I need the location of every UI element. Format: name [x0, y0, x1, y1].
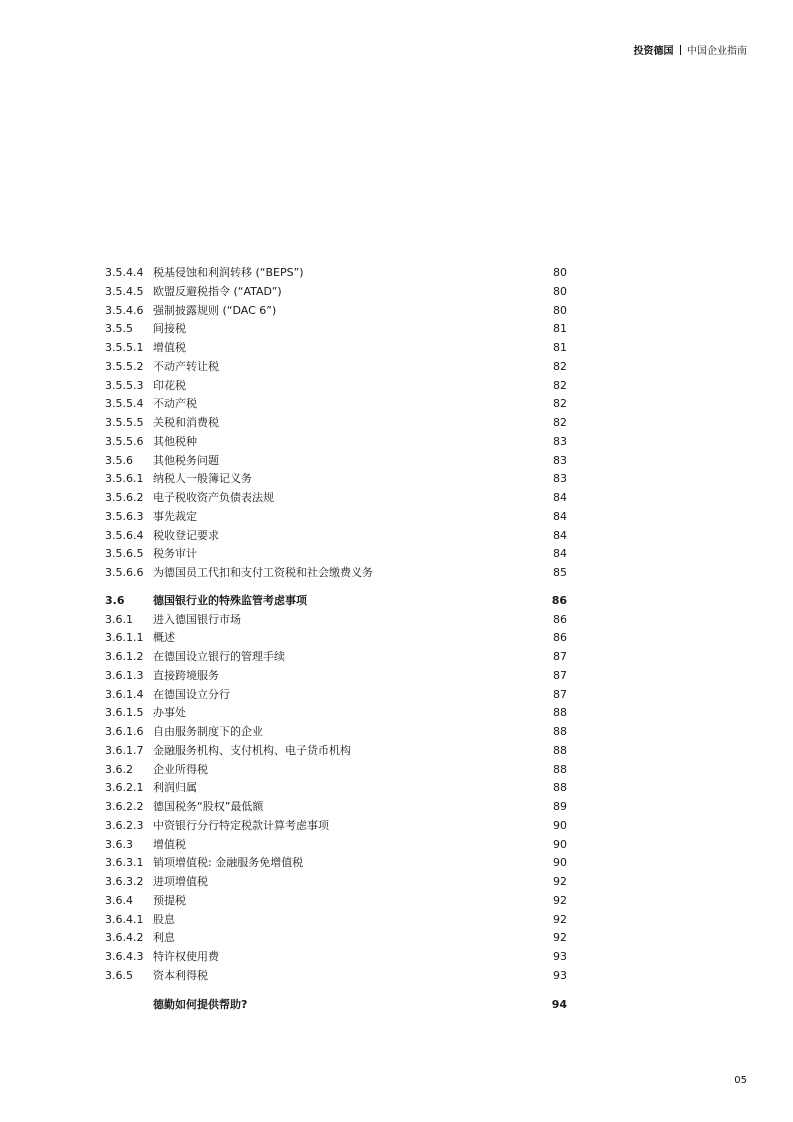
section-spacer	[0, 986, 793, 996]
toc-entry[interactable]	[0, 629, 793, 648]
toc-entry-title: 利息	[153, 931, 175, 945]
toc-entry-page: 80	[553, 266, 567, 279]
toc-entry-number: 3.5.6.1	[105, 472, 144, 486]
toc-entry-title: 增值税	[153, 837, 186, 851]
toc-entry[interactable]	[0, 470, 793, 489]
toc-entry[interactable]	[0, 358, 793, 377]
toc-entry-title: 资本利得税	[153, 968, 208, 982]
toc-entry-page: 87	[553, 650, 567, 663]
toc-entry-title: 德勤如何提供帮助?	[153, 997, 248, 1011]
toc-entry-number: 3.6.3.2	[105, 875, 144, 888]
toc-entry[interactable]	[0, 761, 793, 780]
table-of-contents	[0, 264, 793, 1014]
toc-entry-number: 3.6.2	[105, 762, 133, 776]
toc-entry[interactable]	[0, 742, 793, 761]
header-divider	[680, 45, 682, 55]
toc-entry-number: 3.6.3.1	[105, 856, 144, 870]
toc-entry-number: 3.6.1.7	[105, 743, 144, 757]
toc-entry-title: 印花税	[153, 378, 186, 392]
toc-entry[interactable]	[0, 723, 793, 742]
toc-entry-title: 增值税	[153, 341, 186, 354]
toc-entry-page: 86	[553, 631, 567, 645]
toc-entry-title: 其他税务问题	[153, 453, 219, 467]
toc-entry-number: 3.5.6.2	[105, 491, 144, 504]
toc-entry-page: 92	[553, 931, 567, 945]
toc-entry-title: 股息	[153, 912, 175, 926]
toc-entry-page: 87	[553, 668, 567, 682]
toc-entry-page: 88	[553, 725, 567, 738]
toc-entry-page: 88	[553, 762, 567, 776]
page-number: 05	[734, 1075, 747, 1086]
toc-entry-number: 3.5.5	[105, 322, 133, 336]
toc-entry-number: 3.5.5.2	[105, 359, 144, 373]
toc-entry-title: 电子税收资产负债表法规	[153, 491, 274, 504]
toc-entry-number: 3.6.1	[105, 612, 133, 626]
running-header	[634, 42, 748, 57]
toc-entry-page: 92	[553, 875, 567, 888]
toc-entry-page: 84	[553, 528, 567, 542]
toc-entry[interactable]	[0, 996, 793, 1015]
toc-entry-number: 3.5.4.6	[105, 303, 144, 317]
toc-entry[interactable]	[0, 395, 793, 414]
toc-entry-title: 进项增值税	[153, 875, 208, 888]
toc-entry[interactable]	[0, 892, 793, 911]
toc-entry-title: 税务审计	[153, 547, 197, 561]
toc-entry-number: 3.6.2.3	[105, 818, 144, 832]
toc-entry[interactable]	[0, 911, 793, 930]
toc-entry-number: 3.5.6	[105, 453, 133, 467]
toc-entry-title: 纳税人一般簿记义务	[153, 472, 252, 486]
section-spacer	[0, 583, 793, 592]
toc-entry[interactable]	[0, 817, 793, 836]
toc-entry-title: 自由服务制度下的企业	[153, 725, 263, 738]
toc-entry-title: 企业所得税	[153, 762, 208, 776]
toc-entry-title: 强制披露规则 (“DAC 6”)	[153, 303, 277, 317]
toc-entry-number: 3.5.6.4	[105, 528, 144, 542]
toc-entry-title: 在德国设立分行	[153, 687, 230, 701]
toc-entry-page: 80	[553, 303, 567, 317]
toc-entry-number: 3.6.1.3	[105, 668, 144, 682]
toc-entry-title: 概述	[153, 631, 175, 645]
toc-entry-number: 3.6	[105, 593, 125, 607]
toc-entry[interactable]	[0, 648, 793, 667]
toc-entry-page: 83	[553, 453, 567, 467]
toc-entry[interactable]	[0, 836, 793, 855]
toc-entry-page: 84	[553, 491, 567, 504]
toc-entry-title: 税基侵蚀和利润转移 (“BEPS”)	[153, 266, 304, 279]
toc-entry-title: 事先裁定	[153, 509, 197, 523]
toc-entry[interactable]	[0, 414, 793, 433]
toc-entry-page: 88	[553, 743, 567, 757]
toc-entry-page: 88	[553, 706, 567, 720]
toc-entry-number: 3.6.3	[105, 837, 133, 851]
toc-entry[interactable]	[0, 798, 793, 817]
toc-entry[interactable]	[0, 704, 793, 723]
toc-entry-title: 德国税务“股权”最低额	[153, 800, 264, 813]
toc-entry-title: 不动产税	[153, 397, 197, 411]
toc-entry-title: 办事处	[153, 706, 186, 720]
toc-entry-title: 销项增值税: 金融服务免增值税	[153, 856, 304, 870]
toc-entry-title: 预提税	[153, 893, 186, 907]
toc-entry-page: 84	[553, 509, 567, 523]
toc-entry[interactable]	[0, 302, 793, 321]
toc-entry-number: 3.5.5.5	[105, 416, 144, 429]
toc-entry-number: 3.5.4.5	[105, 284, 144, 298]
toc-entry-page: 83	[553, 472, 567, 486]
toc-entry[interactable]	[0, 929, 793, 948]
toc-entry-number: 3.6.1.2	[105, 650, 144, 663]
toc-entry-number: 3.6.2.2	[105, 800, 144, 813]
toc-entry-page: 84	[553, 547, 567, 561]
toc-entry-title: 直接跨境服务	[153, 668, 219, 682]
toc-entry[interactable]	[0, 433, 793, 452]
toc-entry-number: 3.5.6.3	[105, 509, 144, 523]
toc-entry-number: 3.6.2.1	[105, 781, 144, 795]
toc-entry[interactable]	[0, 967, 793, 986]
toc-entry-number: 3.6.1.6	[105, 725, 144, 738]
toc-entry-title: 中资银行分行特定税款计算考虑事项	[153, 818, 329, 832]
toc-entry[interactable]	[0, 779, 793, 798]
toc-entry-number: 3.5.5.4	[105, 397, 144, 411]
toc-entry-page: 89	[553, 800, 567, 813]
toc-entry-page: 90	[553, 818, 567, 832]
toc-entry-page: 83	[553, 434, 567, 448]
toc-entry-page: 90	[553, 856, 567, 870]
toc-entry-page: 82	[553, 359, 567, 373]
toc-entry-page: 82	[553, 378, 567, 392]
toc-entry-page: 86	[551, 593, 567, 607]
toc-entry-number: 3.6.5	[105, 968, 133, 982]
toc-entry-page: 82	[553, 416, 567, 429]
header-brand: 投资德国	[633, 46, 674, 57]
toc-entry-number: 3.6.4.1	[105, 912, 144, 926]
toc-entry[interactable]	[0, 564, 793, 583]
toc-entry-page: 93	[553, 950, 567, 963]
toc-entry[interactable]	[0, 527, 793, 546]
toc-entry-title: 德国银行业的特殊监管考虑事项	[153, 593, 307, 607]
toc-entry-page: 82	[553, 397, 567, 411]
toc-entry[interactable]	[0, 489, 793, 508]
toc-entry-page: 87	[553, 687, 567, 701]
toc-entry-page: 81	[553, 322, 567, 336]
toc-entry-page: 80	[553, 284, 567, 298]
toc-entry-page: 88	[553, 781, 567, 795]
toc-entry-number: 3.5.5.3	[105, 378, 144, 392]
toc-entry[interactable]	[0, 320, 793, 339]
toc-entry-page: 81	[553, 341, 567, 354]
toc-entry[interactable]	[0, 339, 793, 358]
toc-entry-title: 间接税	[153, 322, 186, 336]
toc-entry[interactable]	[0, 611, 793, 630]
toc-entry-number: 3.5.5.1	[105, 341, 144, 354]
toc-entry-number: 3.6.1.5	[105, 706, 144, 720]
toc-entry[interactable]	[0, 948, 793, 967]
header-subtitle: 中国企业指南	[687, 46, 747, 57]
toc-entry-title: 为德国员工代扣和支付工资税和社会缴费义务	[153, 566, 373, 579]
toc-entry-page: 93	[553, 968, 567, 982]
toc-entry-number: 3.5.6.5	[105, 547, 144, 561]
toc-entry-title: 金融服务机构、支付机构、电子货币机构	[153, 743, 351, 757]
toc-entry[interactable]	[0, 592, 793, 611]
toc-entry[interactable]	[0, 377, 793, 396]
toc-entry-number: 3.6.4.2	[105, 931, 144, 945]
toc-entry-number: 3.6.1.4	[105, 687, 144, 701]
toc-entry[interactable]	[0, 452, 793, 471]
toc-entry-number: 3.6.4.3	[105, 950, 144, 963]
toc-entry-number: 3.6.4	[105, 893, 133, 907]
toc-entry[interactable]	[0, 854, 793, 873]
toc-entry[interactable]	[0, 667, 793, 686]
toc-entry-title: 特许权使用费	[153, 950, 219, 963]
toc-entry-page: 94	[551, 997, 567, 1011]
toc-entry[interactable]	[0, 873, 793, 892]
toc-entry-title: 在德国设立银行的管理手续	[153, 650, 285, 663]
toc-entry-title: 其他税种	[153, 434, 197, 448]
toc-entry-number: 3.5.4.4	[105, 266, 144, 279]
toc-entry-page: 85	[553, 566, 567, 579]
toc-entry-number: 3.5.5.6	[105, 434, 144, 448]
toc-entry-title: 欧盟反避税指令 (“ATAD”)	[153, 284, 282, 298]
toc-entry-title: 税收登记要求	[153, 528, 219, 542]
toc-entry[interactable]	[0, 264, 793, 283]
toc-entry-number: 3.5.6.6	[105, 566, 144, 579]
toc-entry[interactable]	[0, 686, 793, 705]
toc-entry[interactable]	[0, 508, 793, 527]
toc-entry-title: 关税和消费税	[153, 416, 219, 429]
toc-entry[interactable]	[0, 545, 793, 564]
toc-entry-page: 86	[553, 612, 567, 626]
toc-entry-page: 92	[553, 912, 567, 926]
toc-entry-title: 进入德国银行市场	[153, 612, 241, 626]
toc-entry-title: 利润归属	[153, 781, 197, 795]
toc-entry-title: 不动产转让税	[153, 359, 219, 373]
toc-entry-page: 90	[553, 837, 567, 851]
toc-entry-number: 3.6.1.1	[105, 631, 144, 645]
toc-entry[interactable]	[0, 283, 793, 302]
toc-entry-page: 92	[553, 893, 567, 907]
